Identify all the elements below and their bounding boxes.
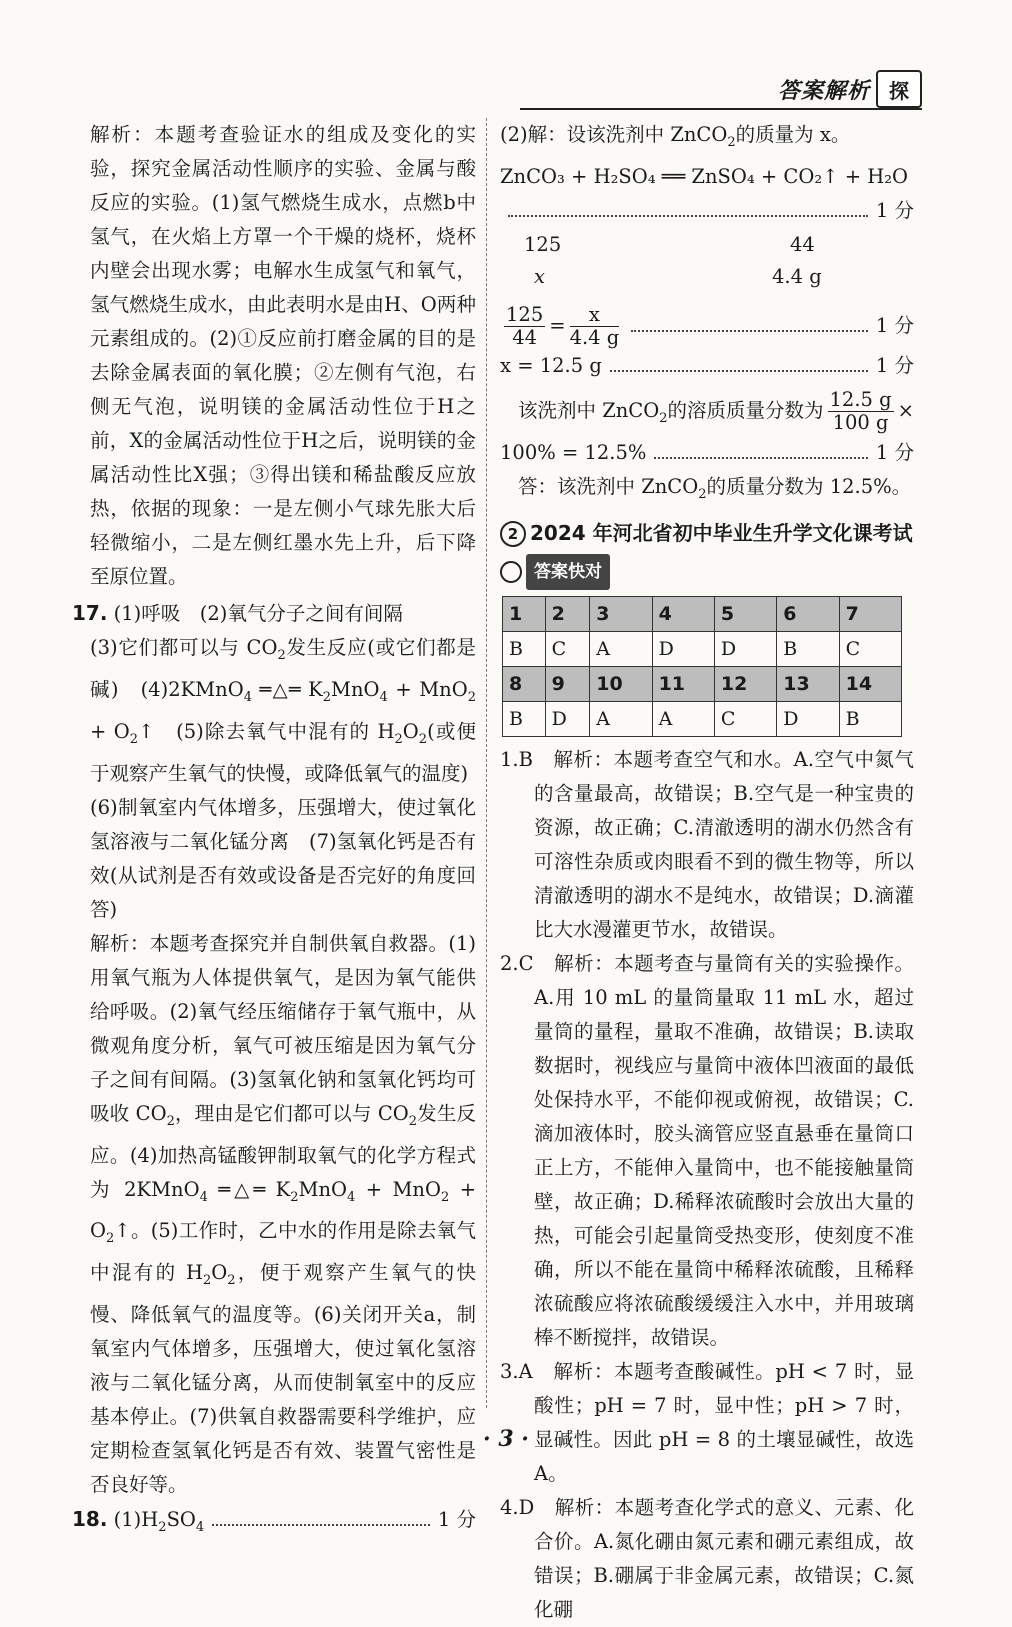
mass-fraction-result <box>500 436 914 470</box>
table-cell: 11 <box>652 666 714 701</box>
dot-leader <box>610 352 868 372</box>
q17-number: 17. <box>72 601 108 625</box>
q17-a2-part: (或便于观察产生氧气的快慢，或降低氧气的温度) <box>90 719 476 785</box>
page-number: · 3 · <box>483 1426 529 1452</box>
score-line-1 <box>500 194 914 228</box>
table-cell: C <box>839 631 901 666</box>
score: 1 分 <box>875 313 914 337</box>
table-cell: B <box>503 631 546 666</box>
table-cell: 10 <box>590 666 652 701</box>
table-row-answers-2 <box>503 701 902 736</box>
q17-a2-part: K <box>308 677 323 701</box>
header-title: 答案解析 <box>777 78 870 104</box>
q1-explanation: 1.B 解析：本题考查空气和水。A.空气中氮气的含量最高，故错误；B.空气是一种宝贵的资源，故正确；C.清澈透明的湖水仍然含有可溶性杂质或肉眼看不到的微生物等，所以清澈透明的湖水不是纯水，故错误；D.滴灌比大水漫灌更节水，故错误。 <box>500 747 914 941</box>
reaction-arrow: ═△═ <box>218 1177 266 1201</box>
dot-leader <box>631 312 868 332</box>
q17-analysis-part: MnO <box>298 1177 348 1201</box>
dot-leader <box>212 1506 430 1526</box>
table-cell: A <box>652 701 714 736</box>
table-cell: B <box>839 701 901 736</box>
score: 1 分 <box>875 440 914 464</box>
magnifier-icon <box>500 561 522 583</box>
q18-part: (1)H <box>113 1508 159 1532</box>
q17-analysis-part: ，理由是它们都可以与 CO <box>174 1101 409 1125</box>
sub: 4 <box>379 689 388 705</box>
q17-analysis-part: 发生反应。(4)加热高锰酸钾制取氧气的化学方程式为 2KMnO <box>90 1101 476 1201</box>
q2-explanation: 2.C 解析：本题考查与量筒有关的实验操作。A.用 10 mL 的量筒量取 11 mL 水，超过量筒的量程，量取不准确，故错误；B.读取数据时，视线应与量筒中液体凹液面的最低处保持水平，不能仰视或俯视，故错误；C.滴加液体时，胶头滴管应竖直悬垂在量筒口正上方，不能伸入量筒中，也不能接触量筒壁，故正确；D.稀释浓硫酸时会放出大量的热，可能会引起量筒受热变形，使刻度不准确，所以不能在量筒中稀释浓硫酸，且稀释浓硫酸应将浓硫酸缓缓注入水中，并用玻璃棒不断搅拌，故错误。 <box>500 951 914 1349</box>
table-cell: D <box>545 701 590 736</box>
answer-table <box>502 596 902 737</box>
reaction-arrow: ═△═ <box>259 677 301 701</box>
table-cell: 7 <box>839 596 901 631</box>
table-cell: A <box>590 701 652 736</box>
table-cell: 3 <box>590 596 652 631</box>
table-row-header-2 <box>503 666 902 701</box>
mass-44: 44 <box>790 232 815 256</box>
final-answer <box>500 470 914 512</box>
table-cell: 4 <box>652 596 714 631</box>
sub: 2 <box>106 1231 115 1247</box>
q17-answer-1 <box>72 596 476 631</box>
proportion-line <box>500 304 914 349</box>
answer-part: 答：该洗剂中 ZnCO <box>518 474 699 498</box>
sub: 4 <box>195 1520 205 1536</box>
x-result: x = 12.5 g <box>500 353 602 377</box>
answer-part: 的质量分数为 12.5%。 <box>706 474 912 498</box>
q17-analysis-part: + MnO <box>365 1177 441 1201</box>
score: 1 分 <box>875 198 914 222</box>
sub: 2 <box>227 1273 236 1289</box>
quick-answer-badge <box>500 554 610 590</box>
mass-x: x <box>534 264 545 288</box>
table-cell: B <box>503 701 546 736</box>
q4-explanation: 4.D 解析：本题考查化学式的意义、元素、化合价。A.氮化硼由氮元素和硼元素组成，故错误；B.硼属于非金属元素，故错误；C.氮化硼 <box>500 1495 914 1621</box>
frac-den: 4.4 g <box>569 325 620 349</box>
frac-num: 12.5 g <box>829 387 892 411</box>
sub: 2 <box>467 689 476 705</box>
table-cell: 9 <box>545 666 590 701</box>
q18-answer-1 <box>72 1502 476 1545</box>
q17-analysis-part: ↑。(5)工作时，乙中水的作用是除去氧气中混有的 H <box>90 1219 476 1285</box>
table-cell: 2 <box>545 596 590 631</box>
frac-num: 125 <box>506 302 544 326</box>
table-cell: 6 <box>777 596 839 631</box>
q3-explanation: 3.A 解析：本题考查酸碱性。pH < 7 时，显酸性；pH = 7 时，显中性；pH > 7 时，显碱性。因此 pH = 8 的土壤显碱性，故选 A。 <box>500 1359 914 1485</box>
sub: 2 <box>418 731 428 747</box>
mf-part: 该洗剂中 ZnCO <box>518 398 660 422</box>
q17-analysis-part: K <box>275 1177 291 1201</box>
q16-analysis: 解析：本题考查验证水的组成及变化的实验，探究金属活动性顺序的实验、金属与酸反应的实验。(1)氢气燃烧生成水，点燃b中氢气，在火焰上方罩一个干燥的烧杯，烧杯内壁会出现水雾；电解水生成氢气和氧气，氢气燃烧生成水，由此表明水是由H、O两种元素组成的。(2)①反应前打磨金属的目的是去除金属表面的氧化膜；②左侧有气泡，右侧无气泡，说明镁的金属活动性位于H之前，X的金属活动性位于H之后，说明镁的金属活动性比X强；③得出镁和稀盐酸反应放热，依据的现象：一是左侧小气球先胀大后轻微缩小，二是左侧红墨水先上升，后下降至原位置。 <box>90 123 476 588</box>
sub: 2 <box>408 1113 418 1129</box>
q18-number: 18. <box>72 1507 108 1532</box>
score: 1 分 <box>875 353 914 377</box>
q17-a2-part: + O <box>90 719 130 743</box>
calc-intro-part: 的质量为 x。 <box>735 123 851 146</box>
q17-analysis-part: 解析：本题考查探究并自制供氧自救器。(1)用氧气瓶为人体提供氧气，是因为氧气能供给呼吸。(2)氧气经压缩储存于氧气瓶中，从微观角度分析，氧气可被压缩是因为氧气分子之间有间隔。(3)氢氧化钠和氢氧化钙均可吸收 CO <box>90 931 476 1125</box>
q17-answer-3: (6)制氧室内气体增多，压强增大，使过氧化氢溶液与二氧化锰分离 (7)氢氧化钙是否有效(从试剂是否有效或设备是否完好的角度回答) <box>90 795 476 921</box>
section-title: 2024 年河北省初中毕业生升学文化课考试 <box>530 520 913 545</box>
frac-den: 100 g <box>832 410 889 434</box>
q17-answer-2 <box>72 631 476 791</box>
column-divider <box>486 118 487 1408</box>
sub: 2 <box>129 731 138 747</box>
header-rule <box>520 108 922 110</box>
table-cell: 13 <box>777 666 839 701</box>
q17-analysis-part: + O <box>90 1177 477 1243</box>
sub: 2 <box>659 410 668 426</box>
q17-a2-part: (3)它们都可以与 CO <box>90 636 278 659</box>
q17-analysis <box>72 927 476 1503</box>
header-bar <box>778 72 922 106</box>
mf-result: 100% = 12.5% <box>500 440 647 464</box>
section-heading <box>500 516 914 550</box>
fraction-right <box>570 304 620 349</box>
q17-a2-part: + MnO <box>395 677 468 701</box>
table-cell: D <box>714 631 776 666</box>
sub: 2 <box>727 134 736 150</box>
table-cell: 1 <box>503 596 546 631</box>
table-row-header-1 <box>503 596 902 631</box>
right-column <box>500 118 914 1627</box>
q17-a2-part: 发生反应(或它们都是碱) (4)2KMnO <box>90 636 476 701</box>
q17-answer-1-text: (1)呼吸 (2)氧气分子之间有间隔 <box>113 602 403 625</box>
q17-a2-part: ↑ (5)除去氧气中混有的 H <box>137 719 395 743</box>
sub: 2 <box>203 1273 212 1289</box>
table-cell: A <box>590 631 652 666</box>
table-cell: B <box>777 631 839 666</box>
sub: 2 <box>394 731 403 747</box>
q17-block <box>72 596 476 1502</box>
calc-intro-part: (2)解：设该洗剂中 ZnCO <box>500 123 728 146</box>
mass-125: 125 <box>524 232 562 256</box>
table-cell: C <box>545 631 590 666</box>
table-cell: 12 <box>714 666 776 701</box>
sub: 2 <box>698 486 707 502</box>
q17-analysis-part: O <box>211 1261 228 1285</box>
q18-score: 1 分 <box>437 1508 476 1532</box>
sub: 2 <box>158 1520 167 1536</box>
sub: 2 <box>166 1113 175 1129</box>
q17-a2-part: MnO <box>331 677 380 701</box>
table-row-answers-1 <box>503 631 902 666</box>
left-column <box>72 118 476 1545</box>
q18-part: SO <box>166 1508 196 1532</box>
sub: 2 <box>290 1189 299 1205</box>
table-cell: 14 <box>839 666 901 701</box>
frac-den: 44 <box>512 325 538 349</box>
sub: 2 <box>322 689 332 705</box>
mass-4.4g: 4.4 g <box>772 264 822 288</box>
sub: 4 <box>347 1189 356 1205</box>
table-cell: D <box>777 701 839 736</box>
sub: 4 <box>199 1189 208 1205</box>
mass-fraction-line <box>500 389 914 436</box>
q17-analysis-part: ，便于观察产生氧气的快慢、降低氧气的温度等。(6)关闭开关a，制氧室内气体增多，压强增大，使过氧化氢溶液与二氧化锰分离，从而使制氧室中的反应基本停止。(7)供氧自救器需要科学维护，应定期检查氢氧化钙是否有效、装置气密性是否良好等。 <box>90 1261 476 1497</box>
mass-fraction <box>828 389 894 434</box>
logo-icon: 探 <box>876 70 922 108</box>
quick-answer-label: 答案快对 <box>526 554 610 590</box>
calc-intro <box>500 118 914 160</box>
x-result-line <box>500 349 914 383</box>
sub: 2 <box>277 647 286 663</box>
table-cell: C <box>714 701 776 736</box>
sub: 4 <box>243 689 252 705</box>
section-number-badge: 2 <box>500 521 526 547</box>
table-cell: 8 <box>503 666 546 701</box>
frac-num: x <box>570 304 620 327</box>
proportion: $\frac{125}{44}$ = $\frac{x}{4.4 g}$ <box>506 302 620 349</box>
chemical-equation: ZnCO₃ + H₂SO₄ ══ ZnSO₄ + CO₂↑ + H₂O <box>500 164 909 188</box>
dot-leader <box>654 439 867 459</box>
table-cell: D <box>652 631 714 666</box>
q17-a2-part: O <box>402 719 419 743</box>
fraction-left <box>504 304 545 349</box>
table-cell: 5 <box>714 596 776 631</box>
times: × <box>897 398 914 422</box>
mass-ratio-grid <box>500 228 914 296</box>
sub: 2 <box>440 1189 450 1205</box>
q18-answer-text <box>72 1502 204 1545</box>
dot-leader <box>508 197 868 217</box>
mf-part: 的溶质质量分数为 <box>667 398 824 422</box>
